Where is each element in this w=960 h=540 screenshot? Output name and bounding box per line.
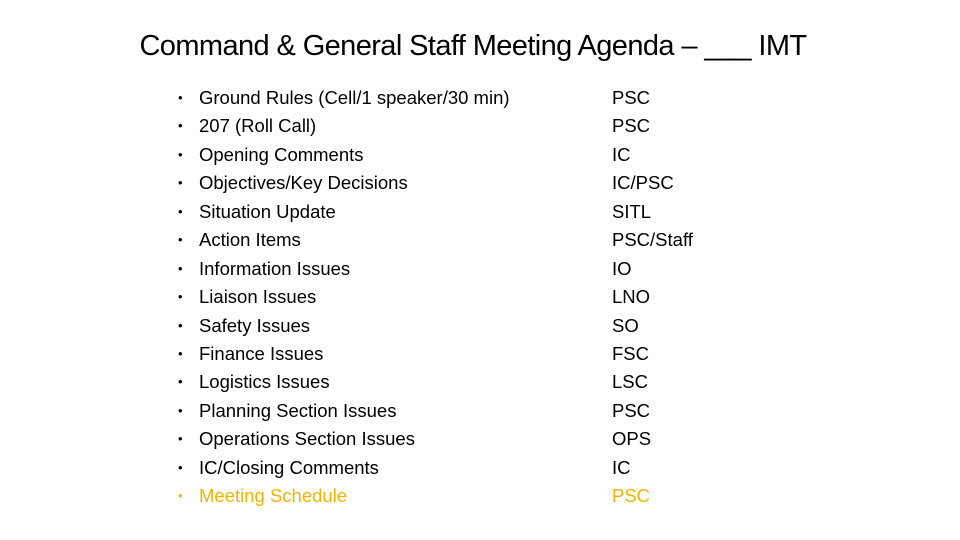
- bullet-icon: •: [178, 146, 183, 162]
- bullet-icon: •: [178, 118, 183, 134]
- agenda-item-text: Meeting Schedule: [199, 485, 348, 507]
- agenda-item-owner: FSC: [612, 342, 649, 364]
- bullet-icon: •: [178, 289, 183, 305]
- bullet-icon: •: [178, 203, 183, 219]
- bullet-icon: •: [178, 175, 183, 191]
- agenda-item-owner: LNO: [612, 286, 651, 308]
- agenda-item-owner: IO: [612, 257, 632, 279]
- agenda-item-text: Ground Rules (Cell/1 speaker/30 min): [199, 87, 510, 108]
- bullet-icon: •: [178, 431, 183, 447]
- agenda-item-text: Logistics Issues: [199, 371, 330, 393]
- bullet-icon: •: [178, 345, 183, 361]
- agenda-item-text: 207 (Roll Call): [199, 115, 317, 137]
- agenda-item-text: IC/Closing Comments: [199, 456, 379, 478]
- agenda-item-owner: PSC: [612, 399, 651, 421]
- agenda-item-owner: PSC: [612, 87, 651, 108]
- agenda-item-owner: LSC: [612, 371, 648, 393]
- agenda-item-owner: SITL: [612, 200, 652, 222]
- bullet-icon: •: [178, 232, 183, 248]
- agenda-item-owner: IC/PSC: [612, 172, 674, 194]
- agenda-item-text: Finance Issues: [199, 342, 324, 364]
- bullet-icon: •: [178, 488, 183, 504]
- bullet-icon: •: [178, 90, 183, 105]
- agenda-item-owner: SO: [612, 314, 639, 336]
- agenda-item-text: Opening Comments: [199, 143, 364, 165]
- agenda-item-text: Action Items: [199, 229, 301, 251]
- bullet-icon: •: [178, 374, 183, 390]
- agenda-item-owner: PSC: [612, 115, 651, 137]
- agenda-item-owner: PSC: [612, 485, 651, 507]
- agenda-item-owner: IC: [612, 456, 631, 478]
- agenda-item-text: Liaison Issues: [199, 286, 317, 308]
- bullet-icon: •: [178, 402, 183, 418]
- agenda-item-text: Objectives/Key Decisions: [199, 172, 408, 194]
- agenda-item-text: Operations Section Issues: [199, 428, 415, 450]
- bullet-icon: •: [178, 459, 183, 475]
- bullet-icon: •: [178, 260, 183, 276]
- agenda-item-text: Situation Update: [199, 200, 336, 222]
- agenda-item-text: Safety Issues: [199, 314, 311, 336]
- bullet-icon: •: [178, 317, 183, 333]
- agenda-item-text: Planning Section Issues: [199, 399, 397, 421]
- agenda-item-owner: IC: [612, 143, 631, 165]
- agenda-item-owner: PSC/Staff: [612, 229, 693, 251]
- page-title: Command & General Staff Meeting Agenda – ___ IMT: [139, 30, 807, 62]
- agenda-item-owner: OPS: [612, 428, 652, 450]
- agenda-item-text: Information Issues: [199, 257, 351, 279]
